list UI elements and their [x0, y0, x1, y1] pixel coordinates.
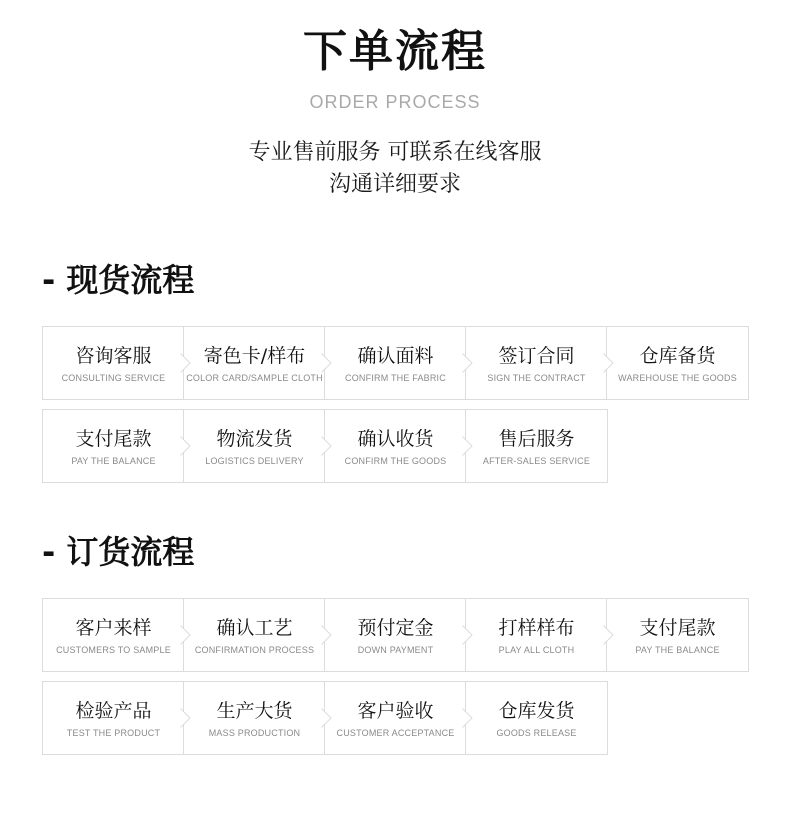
order-process-title: - 订货流程 [42, 533, 195, 571]
process-row [42, 681, 748, 755]
process-step [42, 326, 185, 400]
step-label-en: TEST THE PRODUCT [66, 728, 161, 738]
chevron-right-icon [179, 353, 191, 373]
step-label-en: CONFIRM THE FABRIC [345, 373, 446, 383]
step-label-cn: 生产大货 [216, 700, 293, 722]
process-step [465, 409, 608, 483]
chevron-right-icon [602, 353, 614, 373]
chevron-right-icon [179, 436, 191, 456]
spot-process-title: - 现货流程 [42, 261, 195, 299]
chevron-right-icon [320, 708, 332, 728]
step-label-en: COLOR CARD/SAMPLE CLOTH [186, 373, 323, 383]
step-label-en: CONFIRM THE GOODS [344, 456, 447, 466]
step-label-en: PAY THE BALANCE [635, 645, 720, 655]
order-process-grid [42, 598, 748, 755]
chevron-right-icon [461, 353, 473, 373]
step-label-en: CONFIRMATION PROCESS [194, 645, 315, 655]
process-step [42, 681, 185, 755]
step-label-en: SIGN THE CONTRACT [487, 373, 586, 383]
step-label-cn: 支付尾款 [75, 428, 152, 450]
process-step [324, 409, 467, 483]
step-label-en: WAREHOUSE THE GOODS [618, 373, 737, 383]
step-label-en: DOWN PAYMENT [357, 645, 434, 655]
process-step [183, 326, 326, 400]
process-row [42, 409, 748, 483]
process-step [324, 326, 467, 400]
step-label-en: AFTER-SALES SERVICE [482, 456, 591, 466]
process-step [465, 681, 608, 755]
process-step [183, 681, 326, 755]
step-label-cn: 预付定金 [357, 617, 434, 639]
step-label-cn: 仓库发货 [498, 700, 575, 722]
chevron-right-icon [179, 625, 191, 645]
step-label-en: GOODS RELEASE [496, 728, 577, 738]
chevron-right-icon [320, 436, 332, 456]
chevron-right-icon [320, 353, 332, 373]
chevron-right-icon [179, 708, 191, 728]
step-label-cn: 签订合同 [498, 345, 575, 367]
step-label-en: CUSTOMERS TO SAMPLE [56, 645, 171, 655]
page-subtitle: ORDER PROCESS [309, 92, 481, 112]
step-label-cn: 物流发货 [216, 428, 293, 450]
chevron-right-icon [320, 625, 332, 645]
chevron-right-icon [602, 625, 614, 645]
step-label-cn: 确认收货 [357, 428, 434, 450]
step-label-cn: 客户验收 [357, 700, 434, 722]
intro-line-1: 专业售前服务 可联系在线客服 [248, 140, 542, 165]
step-label-cn: 售后服务 [498, 428, 575, 450]
process-step [183, 598, 326, 672]
intro-line-2: 沟通详细要求 [328, 172, 461, 197]
process-step [465, 598, 608, 672]
step-label-en: MASS PRODUCTION [208, 728, 301, 738]
spot-process-grid [42, 326, 748, 483]
process-row [42, 598, 748, 672]
process-step [183, 409, 326, 483]
intro-text [0, 137, 790, 201]
process-step [42, 409, 185, 483]
chevron-right-icon [461, 625, 473, 645]
step-label-cn: 寄色卡/样布 [203, 345, 306, 367]
step-label-cn: 确认工艺 [216, 617, 293, 639]
process-row [42, 326, 748, 400]
process-step [324, 598, 467, 672]
step-label-en: PLAY ALL CLOTH [498, 645, 575, 655]
step-label-cn: 咨询客服 [75, 345, 152, 367]
process-step [606, 598, 749, 672]
step-label-en: CONSULTING SERVICE [61, 373, 166, 383]
process-step [465, 326, 608, 400]
process-step [606, 326, 749, 400]
step-label-cn: 打样样布 [498, 617, 575, 639]
step-label-cn: 客户来样 [75, 617, 152, 639]
step-label-en: LOGISTICS DELIVERY [205, 456, 304, 466]
chevron-right-icon [461, 708, 473, 728]
step-label-cn: 仓库备货 [639, 345, 716, 367]
step-label-en: PAY THE BALANCE [71, 456, 156, 466]
step-label-cn: 支付尾款 [639, 617, 716, 639]
process-step [324, 681, 467, 755]
page-title: 下单流程 [303, 26, 487, 77]
step-label-en: CUSTOMER ACCEPTANCE [336, 728, 455, 738]
process-step [42, 598, 185, 672]
step-label-cn: 确认面料 [357, 345, 434, 367]
chevron-right-icon [461, 436, 473, 456]
step-label-cn: 检验产品 [75, 700, 152, 722]
